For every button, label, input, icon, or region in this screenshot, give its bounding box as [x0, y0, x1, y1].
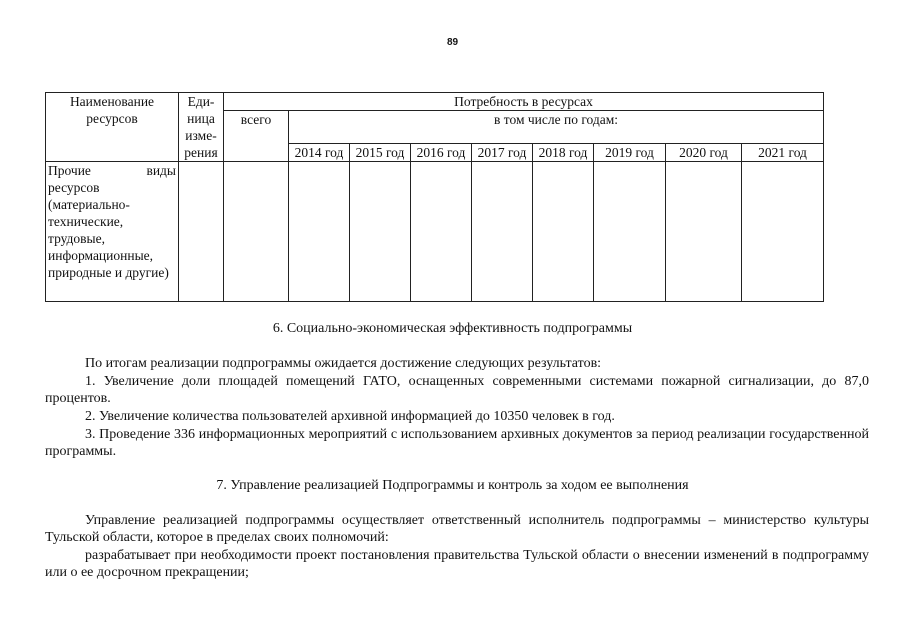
header-year: 2016 год: [411, 144, 472, 162]
table-cell: [666, 162, 742, 302]
section-6-item-1: 1. Увеличение доли площадей помещений ГАТО, оснащенных современными системами пожарной сигнализации, до 87,0 процентов.: [45, 374, 869, 406]
table-cell: [472, 162, 533, 302]
section-7-paragraph-2: разрабатывает при необходимости проект постановления правительства Тульской области о внесении изменений в подпрограмму или о ее досрочном прекращении;: [45, 548, 869, 580]
header-resource-name: Наименование ресурсов: [46, 93, 179, 162]
header-year: 2021 год: [742, 144, 824, 162]
section-7-paragraph-1: Управление реализацией подпрограммы осуществляет ответственный исполнитель подпрограммы – министерство культуры Тульской области, которое в пределах своих полномочий:: [45, 513, 869, 545]
header-year: 2020 год: [666, 144, 742, 162]
header-year: 2019 год: [594, 144, 666, 162]
table-cell: [224, 162, 289, 302]
header-total: всего: [224, 111, 289, 162]
section-6-intro: По итогам реализации подпрограммы ожидается достижение следующих результатов:: [85, 356, 602, 371]
table-cell: [594, 162, 666, 302]
section-7-title: 7. Управление реализацией Подпрограммы и контроль за ходом ее выполнения: [216, 478, 689, 493]
header-year: 2017 год: [472, 144, 533, 162]
header-unit: Еди-ница изме-рения: [179, 93, 224, 162]
table-cell: [179, 162, 224, 302]
header-year: 2014 год: [289, 144, 350, 162]
table-cell: [350, 162, 411, 302]
header-year: 2018 год: [533, 144, 594, 162]
header-resource-need: Потребность в ресурсах: [224, 93, 824, 111]
header-year: 2015 год: [350, 144, 411, 162]
section-6-title: 6. Социально-экономическая эффективность подпрограммы: [272, 321, 633, 336]
section-6-item-3: 3. Проведение 336 информационных мероприятий с использованием архивных документов за период реализации государственной программы.: [45, 427, 869, 459]
table-cell: [289, 162, 350, 302]
table-cell: [533, 162, 594, 302]
table-cell: [742, 162, 824, 302]
page-number: 89: [446, 37, 459, 48]
table-cell: [411, 162, 472, 302]
resources-table: [45, 92, 824, 302]
row-other-resources-label: Прочие виды ресурсов (материально-технические, трудовые, информационные, природные и другие): [46, 162, 179, 302]
section-6-item-2: 2. Увеличение количества пользователей архивной информацией до 10350 человек в год.: [85, 409, 615, 424]
header-by-years: в том числе по годам:: [289, 111, 824, 144]
